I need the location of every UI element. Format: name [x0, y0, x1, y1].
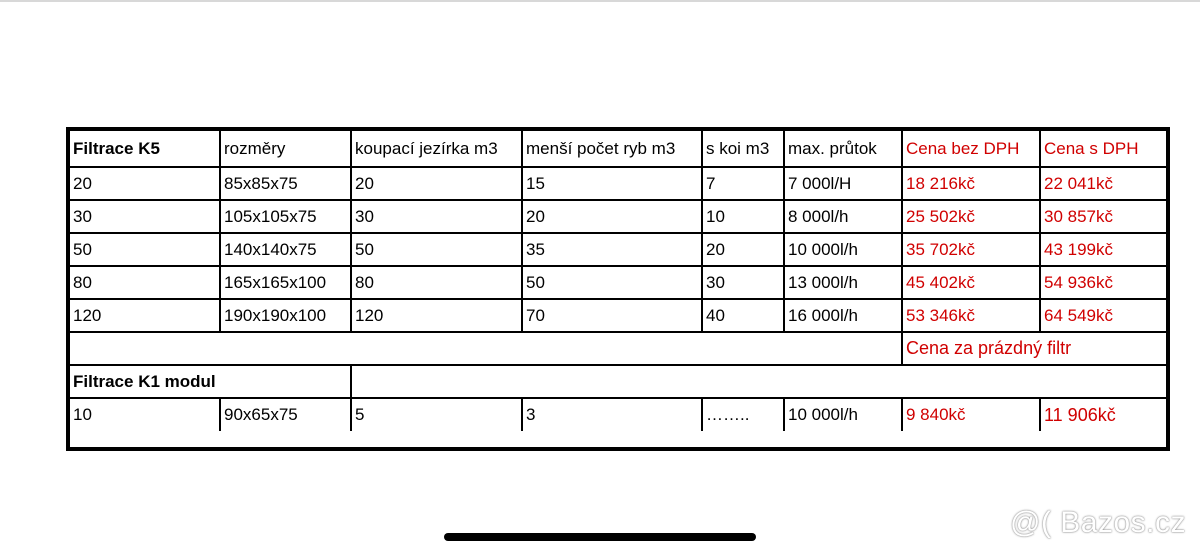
cell-swimming-pond: 120: [351, 299, 522, 332]
cell-model: 120: [70, 299, 220, 332]
cell-price-without-vat: 25 502kč: [902, 200, 1040, 233]
cell-price-without-vat: 35 702kč: [902, 233, 1040, 266]
cell-koi: 30: [702, 266, 784, 299]
cell-fewer-fish: 3: [522, 398, 702, 431]
cell-dimensions: 165x165x100: [220, 266, 351, 299]
cell-price-without-vat: 9 840kč: [902, 398, 1040, 431]
home-indicator: [444, 533, 756, 541]
cell-model: 30: [70, 200, 220, 233]
cell-max-flow: 10 000l/h: [784, 398, 902, 431]
price-table: [70, 131, 1166, 431]
header-koi: s koi m3: [702, 131, 784, 167]
header-row: [70, 131, 1166, 167]
cell-price-with-vat: 54 936kč: [1040, 266, 1166, 299]
cell-fewer-fish: 50: [522, 266, 702, 299]
cell-price-with-vat: 22 041kč: [1040, 167, 1166, 200]
cell-koi: 40: [702, 299, 784, 332]
cell-price-with-vat: 11 906kč: [1040, 398, 1166, 431]
cell-max-flow: 7 000l/H: [784, 167, 902, 200]
cell-price-with-vat: 43 199kč: [1040, 233, 1166, 266]
cell-max-flow: 10 000l/h: [784, 233, 902, 266]
cell-koi: 7: [702, 167, 784, 200]
note-row: [70, 332, 1166, 365]
cell-dimensions: 85x85x75: [220, 167, 351, 200]
cell-fewer-fish: 20: [522, 200, 702, 233]
header-price-without-vat: Cena bez DPH: [902, 131, 1040, 167]
k1-module-title: Filtrace K1 modul: [70, 365, 351, 398]
cell-fewer-fish: 15: [522, 167, 702, 200]
header-max-flow: max. průtok: [784, 131, 902, 167]
cell-price-without-vat: 45 402kč: [902, 266, 1040, 299]
cell-model: 50: [70, 233, 220, 266]
empty-cell: [351, 365, 1166, 398]
cell-fewer-fish: 35: [522, 233, 702, 266]
cell-swimming-pond: 30: [351, 200, 522, 233]
cell-swimming-pond: 5: [351, 398, 522, 431]
cell-swimming-pond: 80: [351, 266, 522, 299]
cell-price-without-vat: 18 216kč: [902, 167, 1040, 200]
table-row: [70, 266, 1166, 299]
cell-model: 80: [70, 266, 220, 299]
cell-fewer-fish: 70: [522, 299, 702, 332]
table-row: [70, 200, 1166, 233]
header-price-with-vat: Cena s DPH: [1040, 131, 1166, 167]
cell-price-with-vat: 30 857kč: [1040, 200, 1166, 233]
empty-cell: [70, 332, 902, 365]
header-dimensions: rozměry: [220, 131, 351, 167]
table-row: [70, 167, 1166, 200]
cell-koi: 10: [702, 200, 784, 233]
bazos-watermark: @( Bazos.cz: [1010, 506, 1186, 539]
table-row: [70, 233, 1166, 266]
filtration-price-table: [66, 127, 1170, 451]
cell-koi: ……..: [702, 398, 784, 431]
table-row: [70, 299, 1166, 332]
header-fewer-fish: menší počet ryb m3: [522, 131, 702, 167]
cell-koi: 20: [702, 233, 784, 266]
k1-title-row: [70, 365, 1166, 398]
table-row: [70, 398, 1166, 431]
top-divider: [0, 0, 1200, 2]
cell-price-with-vat: 64 549kč: [1040, 299, 1166, 332]
cell-max-flow: 16 000l/h: [784, 299, 902, 332]
cell-max-flow: 13 000l/h: [784, 266, 902, 299]
cell-model: 20: [70, 167, 220, 200]
cell-swimming-pond: 20: [351, 167, 522, 200]
cell-dimensions: 105x105x75: [220, 200, 351, 233]
cell-price-without-vat: 53 346kč: [902, 299, 1040, 332]
cell-max-flow: 8 000l/h: [784, 200, 902, 233]
cell-dimensions: 190x190x100: [220, 299, 351, 332]
header-filtrace-k5: Filtrace K5: [70, 131, 220, 167]
cell-model: 10: [70, 398, 220, 431]
empty-filter-price-note: Cena za prázdný filtr: [902, 332, 1166, 365]
cell-dimensions: 140x140x75: [220, 233, 351, 266]
cell-dimensions: 90x65x75: [220, 398, 351, 431]
header-swimming-pond: koupací jezírka m3: [351, 131, 522, 167]
cell-swimming-pond: 50: [351, 233, 522, 266]
